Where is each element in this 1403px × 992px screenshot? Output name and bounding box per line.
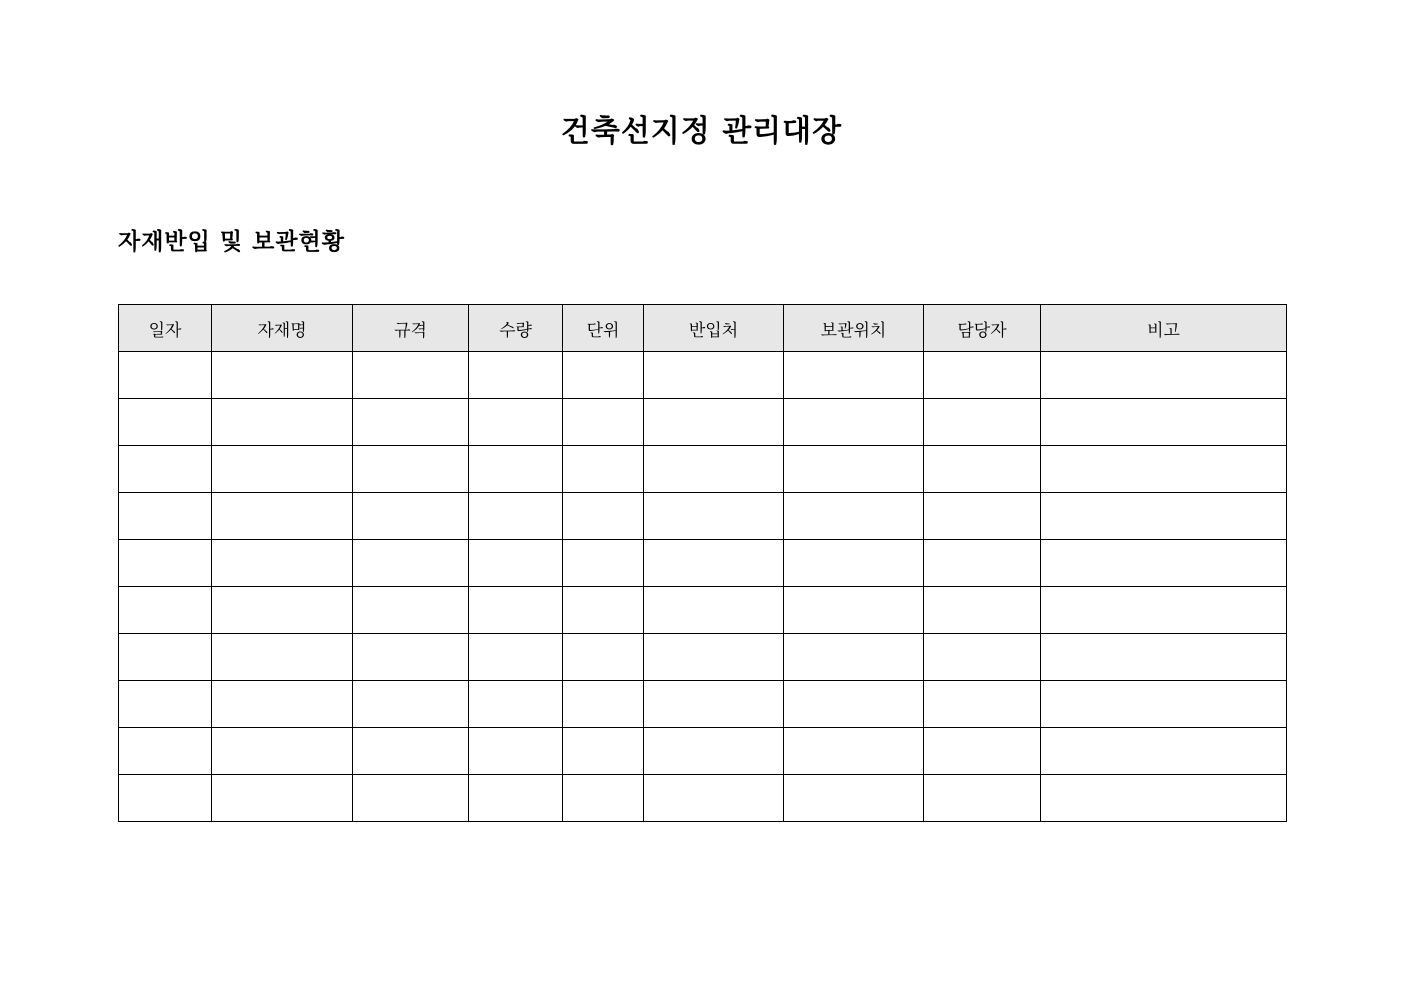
cell-date[interactable] [119,399,212,446]
material-ledger-table [118,304,1287,822]
cell-supplier[interactable] [644,775,784,822]
cell-storage-location[interactable] [784,446,924,493]
cell-material-name[interactable] [212,728,353,775]
document-title: 건축선지정 관리대장 [560,114,843,149]
cell-storage-location[interactable] [784,728,924,775]
cell-storage-location[interactable] [784,634,924,681]
cell-spec[interactable] [353,352,469,399]
cell-quantity[interactable] [469,634,563,681]
cell-unit[interactable] [563,352,644,399]
cell-manager[interactable] [924,446,1041,493]
cell-spec[interactable] [353,728,469,775]
cell-manager[interactable] [924,399,1041,446]
cell-spec[interactable] [353,540,469,587]
cell-date[interactable] [119,728,212,775]
cell-unit[interactable] [563,728,644,775]
cell-material-name[interactable] [212,681,353,728]
cell-spec[interactable] [353,681,469,728]
cell-storage-location[interactable] [784,399,924,446]
cell-unit[interactable] [563,446,644,493]
cell-manager[interactable] [924,493,1041,540]
cell-supplier[interactable] [644,540,784,587]
cell-unit[interactable] [563,634,644,681]
header-unit: 단위 [563,305,644,352]
cell-quantity[interactable] [469,728,563,775]
cell-storage-location[interactable] [784,775,924,822]
cell-spec[interactable] [353,775,469,822]
cell-spec[interactable] [353,493,469,540]
cell-storage-location[interactable] [784,493,924,540]
cell-material-name[interactable] [212,587,353,634]
table-body [119,352,1287,822]
cell-supplier[interactable] [644,446,784,493]
cell-date[interactable] [119,587,212,634]
cell-date[interactable] [119,681,212,728]
table-header-row [119,305,1287,352]
cell-spec[interactable] [353,399,469,446]
cell-unit[interactable] [563,681,644,728]
cell-remarks[interactable] [1041,775,1287,822]
cell-unit[interactable] [563,587,644,634]
cell-manager[interactable] [924,681,1041,728]
cell-remarks[interactable] [1041,728,1287,775]
cell-remarks[interactable] [1041,493,1287,540]
cell-supplier[interactable] [644,352,784,399]
header-supplier: 반입처 [644,305,784,352]
cell-supplier[interactable] [644,399,784,446]
cell-spec[interactable] [353,634,469,681]
cell-quantity[interactable] [469,775,563,822]
cell-quantity[interactable] [469,587,563,634]
cell-quantity[interactable] [469,352,563,399]
table-row [119,587,1287,634]
cell-material-name[interactable] [212,399,353,446]
table-row [119,352,1287,399]
cell-remarks[interactable] [1041,681,1287,728]
cell-date[interactable] [119,540,212,587]
cell-material-name[interactable] [212,540,353,587]
table-row [119,540,1287,587]
cell-manager[interactable] [924,775,1041,822]
cell-storage-location[interactable] [784,681,924,728]
section-title: 자재반입 및 보관현황 [118,229,345,255]
cell-date[interactable] [119,352,212,399]
cell-unit[interactable] [563,399,644,446]
table-row [119,399,1287,446]
table-row [119,775,1287,822]
table-row [119,446,1287,493]
header-material-name: 자재명 [212,305,353,352]
cell-unit[interactable] [563,540,644,587]
cell-storage-location[interactable] [784,587,924,634]
cell-supplier[interactable] [644,634,784,681]
cell-material-name[interactable] [212,775,353,822]
header-quantity: 수량 [469,305,563,352]
header-remarks: 비고 [1041,305,1287,352]
cell-manager[interactable] [924,587,1041,634]
cell-material-name[interactable] [212,634,353,681]
cell-unit[interactable] [563,493,644,540]
table-row [119,728,1287,775]
cell-storage-location[interactable] [784,352,924,399]
cell-quantity[interactable] [469,399,563,446]
cell-manager[interactable] [924,728,1041,775]
cell-remarks[interactable] [1041,399,1287,446]
table-row [119,681,1287,728]
cell-supplier[interactable] [644,728,784,775]
cell-quantity[interactable] [469,681,563,728]
cell-unit[interactable] [563,775,644,822]
cell-manager[interactable] [924,540,1041,587]
cell-spec[interactable] [353,446,469,493]
cell-date[interactable] [119,446,212,493]
cell-remarks[interactable] [1041,352,1287,399]
cell-material-name[interactable] [212,352,353,399]
table-row [119,493,1287,540]
cell-quantity[interactable] [469,493,563,540]
cell-material-name[interactable] [212,446,353,493]
cell-supplier[interactable] [644,587,784,634]
cell-quantity[interactable] [469,446,563,493]
header-manager: 담당자 [924,305,1041,352]
cell-remarks[interactable] [1041,446,1287,493]
header-spec: 규격 [353,305,469,352]
cell-remarks[interactable] [1041,587,1287,634]
cell-supplier[interactable] [644,681,784,728]
cell-manager[interactable] [924,352,1041,399]
cell-storage-location[interactable] [784,540,924,587]
header-date: 일자 [119,305,212,352]
cell-quantity[interactable] [469,540,563,587]
cell-spec[interactable] [353,587,469,634]
cell-date[interactable] [119,634,212,681]
header-storage-location: 보관위치 [784,305,924,352]
cell-date[interactable] [119,775,212,822]
cell-remarks[interactable] [1041,540,1287,587]
cell-manager[interactable] [924,634,1041,681]
cell-date[interactable] [119,493,212,540]
cell-remarks[interactable] [1041,634,1287,681]
table-row [119,634,1287,681]
cell-supplier[interactable] [644,493,784,540]
cell-material-name[interactable] [212,493,353,540]
